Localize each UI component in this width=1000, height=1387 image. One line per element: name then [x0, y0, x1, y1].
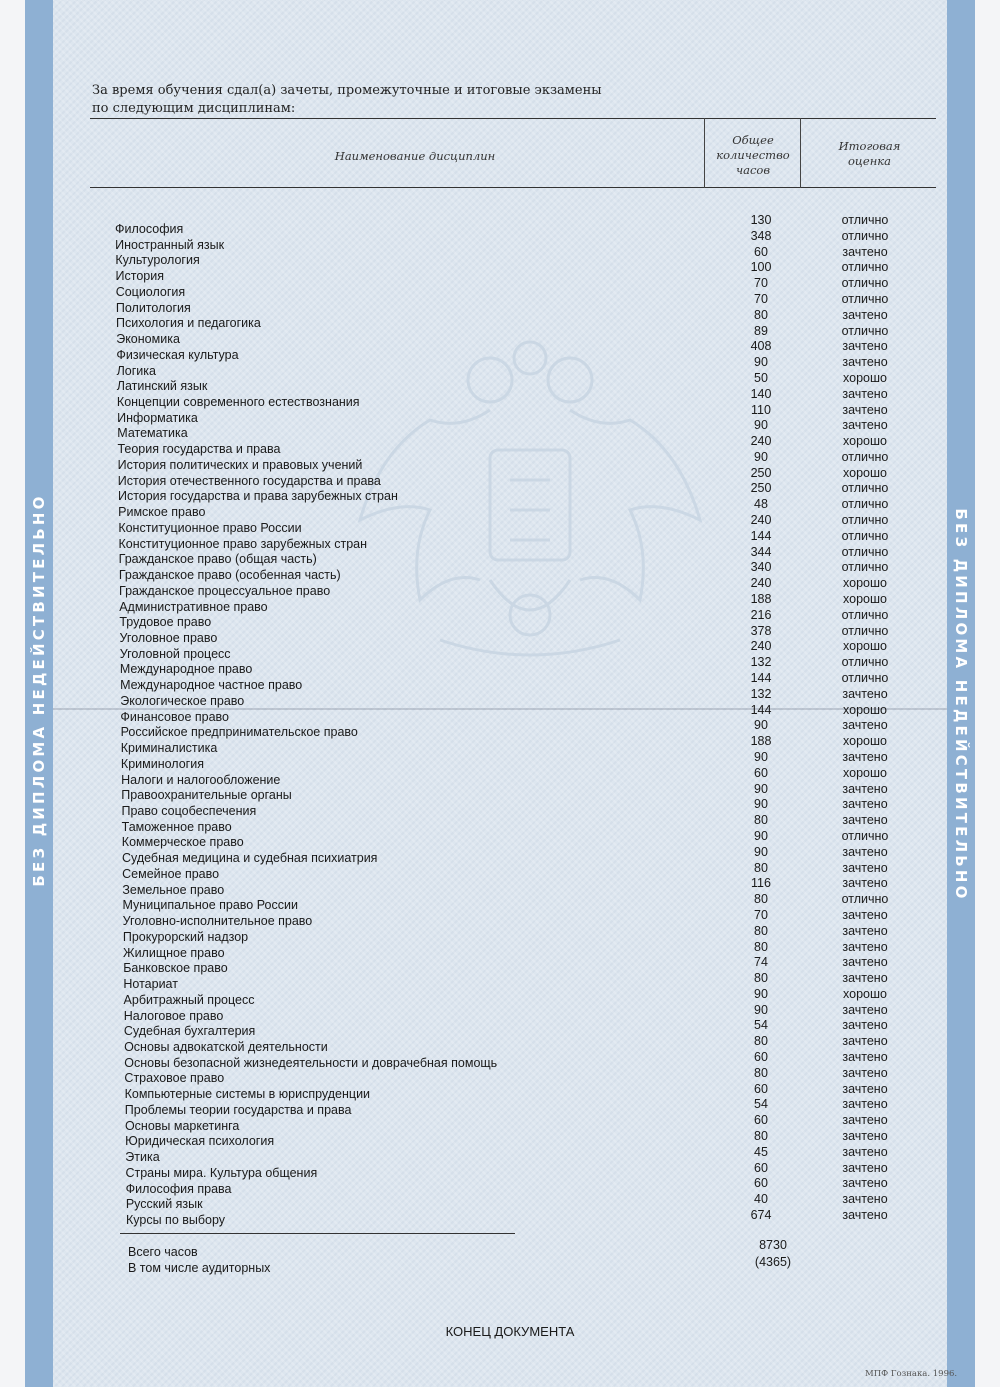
discipline-name: Гражданское право (особенная часть): [118, 568, 341, 583]
auditorium-hours-label: В том числе аудиторных: [128, 1261, 271, 1275]
discipline-name: Философия права: [125, 1181, 232, 1196]
coat-of-arms-watermark: [340, 340, 720, 680]
heading-line-1: За время обучения сдал(а) зачеты, промежуточные и итоговые экзамены: [92, 83, 602, 98]
discipline-hours: 90: [754, 749, 768, 764]
left-security-stripe: [25, 0, 53, 1387]
discipline-name: Курсы по выбору: [126, 1213, 226, 1227]
discipline-grade: отлично: [841, 623, 889, 638]
discipline-grade: зачтено: [842, 686, 888, 701]
discipline-name: Философия: [115, 222, 184, 236]
discipline-hours: 90: [754, 828, 768, 843]
discipline-name: Конституционное право зарубежных стран: [118, 536, 368, 551]
discipline-grade: отлично: [841, 513, 889, 528]
discipline-grade: зачтено: [842, 860, 888, 875]
discipline-name: Международное право: [119, 662, 253, 677]
discipline-grade: отлично: [841, 449, 889, 464]
right-stripe-text: БЕЗ ДИПЛОМА НЕДЕЙСТВИТЕЛЬНО: [952, 508, 970, 902]
discipline-grade: отлично: [841, 260, 889, 275]
discipline-grade: отлично: [841, 213, 889, 227]
auditorium-hours-value: (4365): [754, 1255, 792, 1269]
discipline-hours: 48: [754, 497, 768, 512]
discipline-grade: зачтено: [842, 1208, 888, 1222]
discipline-hours: 80: [754, 813, 768, 828]
discipline-name: Конституционное право России: [118, 520, 302, 535]
discipline-name: Уголовно-исполнительное право: [122, 914, 313, 929]
discipline-hours: 60: [754, 765, 768, 780]
discipline-hours: 70: [754, 291, 768, 306]
discipline-name: Культурология: [115, 253, 200, 268]
heading-line-2: по следующим дисциплинам:: [92, 101, 296, 116]
diploma-supplement-page: [25, 0, 975, 1387]
discipline-grade: хорошо: [843, 702, 887, 717]
discipline-hours: 80: [754, 971, 768, 986]
discipline-grade: хорошо: [843, 465, 887, 480]
discipline-name: Социология: [115, 284, 186, 299]
discipline-name: Русский язык: [125, 1197, 203, 1212]
discipline-name: Трудовое право: [119, 615, 212, 630]
discipline-grade: зачтено: [842, 339, 888, 354]
discipline-name: Финансовое право: [120, 709, 229, 724]
discipline-hours: 90: [754, 355, 768, 370]
discipline-hours: 90: [754, 718, 768, 733]
discipline-grade: отлично: [841, 497, 889, 512]
discipline-grade: отлично: [841, 544, 889, 559]
hours-column-right-rule: [800, 118, 801, 188]
discipline-grade: зачтено: [842, 1065, 888, 1080]
discipline-name: Латинский язык: [116, 379, 208, 394]
discipline-name: Страны мира. Культура общения: [125, 1165, 318, 1180]
discipline-hours: 54: [754, 1018, 768, 1033]
discipline-name: Российское предпринимательское право: [120, 725, 358, 740]
discipline-name: Логика: [116, 363, 156, 378]
discipline-grade: отлично: [841, 481, 889, 496]
discipline-hours: 344: [750, 544, 772, 559]
discipline-name: Прокурорский надзор: [122, 929, 249, 944]
discipline-hours: 140: [750, 386, 772, 401]
discipline-grade: хорошо: [843, 765, 887, 780]
hours-header-line-1: Общее: [732, 133, 774, 147]
discipline-hours: 74: [754, 955, 768, 970]
discipline-grade: хорошо: [843, 370, 887, 385]
discipline-name: Римское право: [118, 505, 206, 520]
discipline-grade: хорошо: [843, 434, 887, 449]
discipline-name: История: [115, 269, 164, 284]
discipline-hours: 80: [754, 1034, 768, 1049]
discipline-hours: 130: [750, 213, 772, 227]
right-security-stripe: [947, 0, 975, 1387]
total-hours-value: 8730: [759, 1238, 787, 1252]
discipline-grade: зачтено: [842, 1144, 888, 1159]
discipline-hours: 60: [754, 244, 768, 259]
discipline-hours: 80: [754, 939, 768, 954]
end-of-document: КОНЕЦ ДОКУМЕНТА: [445, 1324, 575, 1339]
discipline-hours: 80: [754, 860, 768, 875]
hours-header-line-2: количество: [716, 148, 790, 162]
discipline-grade: зачтено: [842, 1176, 888, 1191]
discipline-grade: зачтено: [842, 1018, 888, 1033]
discipline-hours: 80: [754, 892, 768, 907]
discipline-grade: зачтено: [842, 355, 888, 370]
discipline-name: Уголовной процесс: [119, 646, 231, 661]
discipline-name: Криминалистика: [120, 741, 218, 756]
discipline-name: Юридическая психология: [125, 1134, 275, 1149]
discipline-hours: 90: [754, 781, 768, 796]
discipline-grade: зачтено: [842, 386, 888, 401]
discipline-name: Математика: [117, 426, 188, 441]
discipline-name: Физическая культура: [116, 347, 239, 362]
discipline-hours: 60: [754, 1081, 768, 1096]
discipline-hours: 100: [750, 260, 772, 275]
column-header-name: Наименование дисциплин: [334, 149, 496, 163]
discipline-name: Международное частное право: [120, 678, 303, 693]
discipline-grade: хорошо: [843, 986, 887, 1001]
discipline-grade: зачтено: [842, 939, 888, 954]
grade-header-line-2: оценка: [847, 154, 892, 168]
discipline-hours: 54: [754, 1097, 768, 1112]
discipline-hours: 60: [754, 1160, 768, 1175]
discipline-grade: зачтено: [842, 797, 888, 812]
discipline-name: Концепции современного естествознания: [116, 395, 360, 410]
discipline-hours: 216: [750, 607, 772, 622]
discipline-name: Криминология: [120, 756, 204, 771]
discipline-grade: зачтено: [842, 781, 888, 796]
discipline-grade: зачтено: [842, 402, 888, 417]
discipline-grade: зачтено: [842, 844, 888, 859]
discipline-name: Гражданское процессуальное право: [119, 583, 331, 598]
discipline-hours: 240: [750, 513, 772, 528]
discipline-hours: 70: [754, 276, 768, 291]
discipline-grade: зачтено: [842, 307, 888, 322]
total-hours-label: Всего часов: [128, 1245, 198, 1259]
discipline-name: Экологическое право: [120, 693, 245, 708]
discipline-grade: хорошо: [843, 734, 887, 749]
discipline-hours: 340: [750, 560, 772, 575]
discipline-hours: 45: [754, 1144, 768, 1159]
printer-mark: МПФ Гознака. 1996.: [865, 1369, 958, 1379]
discipline-hours: 89: [754, 323, 768, 338]
discipline-name: Нотариат: [123, 977, 178, 992]
discipline-grade: зачтено: [842, 1097, 888, 1112]
discipline-name: Правоохранительные органы: [121, 788, 292, 803]
hours-header-line-3: часов: [735, 163, 771, 177]
discipline-grade: зачтено: [842, 1034, 888, 1049]
discipline-hours: 188: [750, 734, 772, 749]
discipline-grade: зачтено: [842, 813, 888, 828]
discipline-hours: 90: [754, 844, 768, 859]
discipline-hours: 116: [751, 876, 771, 891]
discipline-hours: 188: [750, 592, 772, 607]
discipline-name: Страховое право: [124, 1071, 225, 1086]
discipline-name: Уголовное право: [119, 630, 218, 645]
discipline-name: Право соцобеспечения: [121, 804, 257, 819]
discipline-name: Основы маркетинга: [124, 1118, 240, 1133]
discipline-name: Информатика: [117, 410, 198, 425]
discipline-hours: 250: [750, 465, 772, 480]
discipline-grade: отлично: [841, 607, 889, 622]
discipline-name: История политических и правовых учений: [117, 457, 363, 472]
discipline-grade: зачтено: [842, 1113, 888, 1128]
column-header-grade: [802, 139, 937, 169]
discipline-hours: 90: [754, 449, 768, 464]
discipline-hours: 348: [750, 228, 772, 243]
discipline-hours: 90: [754, 418, 768, 433]
discipline-hours: 240: [750, 434, 772, 449]
discipline-name: Иностранный язык: [115, 237, 225, 252]
discipline-hours: 90: [754, 797, 768, 812]
discipline-grade: отлично: [841, 228, 889, 243]
discipline-name: Компьютерные системы в юриспруденции: [124, 1087, 371, 1102]
discipline-name: Экономика: [116, 332, 180, 347]
discipline-grade: отлично: [841, 323, 889, 338]
discipline-name: Основы безопасной жизнедеятельности и доврачебная помощь: [124, 1055, 498, 1070]
discipline-hours: 132: [750, 686, 772, 701]
discipline-name: История отечественного государства и права: [117, 473, 381, 488]
discipline-hours: 90: [754, 1002, 768, 1017]
discipline-grade: зачтено: [842, 244, 888, 259]
discipline-grade: отлично: [841, 892, 889, 907]
discipline-grade: зачтено: [842, 1129, 888, 1144]
discipline-name: Семейное право: [122, 866, 220, 881]
discipline-grade: отлично: [841, 671, 889, 686]
discipline-name: Судебная медицина и судебная психиатрия: [121, 851, 378, 866]
discipline-name: Жилищное право: [123, 945, 225, 960]
discipline-name: Налоги и налогообложение: [121, 772, 281, 787]
discipline-name: Земельное право: [122, 882, 225, 897]
discipline-hours: 50: [754, 370, 768, 385]
discipline-name: Банковское право: [123, 961, 228, 976]
discipline-hours: 80: [754, 1129, 768, 1144]
discipline-grade: отлично: [841, 560, 889, 575]
discipline-grade: зачтено: [842, 1160, 888, 1175]
discipline-grade: зачтено: [842, 749, 888, 764]
discipline-hours: 250: [750, 481, 772, 496]
left-stripe-text: БЕЗ ДИПЛОМА НЕДЕЙСТВИТЕЛЬНО: [30, 493, 48, 887]
table-top-rule: [90, 118, 936, 119]
discipline-grade: хорошо: [843, 592, 887, 607]
discipline-name: Муниципальное право России: [122, 898, 298, 913]
discipline-grade: зачтено: [842, 418, 888, 433]
discipline-name: Теория государства и права: [117, 442, 281, 457]
discipline-name: Этика: [125, 1150, 160, 1165]
discipline-hours: 70: [754, 907, 768, 922]
discipline-name: Таможенное право: [121, 819, 232, 834]
discipline-grade: отлично: [841, 276, 889, 291]
discipline-name: Коммерческое право: [121, 835, 244, 850]
discipline-grade: зачтено: [842, 1081, 888, 1096]
discipline-grade: отлично: [841, 655, 889, 670]
discipline-name: Налоговое право: [123, 1008, 224, 1023]
discipline-grade: зачтено: [842, 876, 888, 891]
discipline-hours: 240: [750, 576, 772, 591]
discipline-hours: 80: [754, 923, 768, 938]
column-header-hours: [707, 133, 799, 178]
grade-header-line-1: Итоговая: [838, 139, 901, 153]
discipline-hours: 90: [754, 986, 768, 1001]
discipline-name: Политология: [115, 300, 191, 315]
discipline-hours: 408: [750, 339, 772, 354]
discipline-name: Основы адвокатской деятельности: [124, 1039, 328, 1054]
discipline-hours: 132: [750, 655, 772, 670]
totals-rule: [120, 1233, 515, 1234]
discipline-grade: хорошо: [843, 576, 887, 591]
discipline-grade: зачтено: [842, 971, 888, 986]
discipline-grade: хорошо: [843, 639, 887, 654]
discipline-name: Проблемы теории государства и права: [124, 1102, 352, 1117]
discipline-hours: 674: [750, 1208, 772, 1222]
discipline-name: Психология и педагогика: [116, 316, 261, 331]
discipline-hours: 378: [750, 623, 772, 638]
discipline-hours: 80: [754, 307, 768, 322]
discipline-grade: зачтено: [842, 1002, 888, 1017]
discipline-grade: зачтено: [842, 1050, 888, 1065]
discipline-grade: зачтено: [842, 718, 888, 733]
table-header-rule: [90, 187, 936, 188]
discipline-grade: отлично: [841, 528, 889, 543]
discipline-hours: 144: [750, 671, 772, 686]
discipline-grade: отлично: [841, 828, 889, 843]
discipline-grade: зачтено: [842, 955, 888, 970]
discipline-grade: зачтено: [842, 923, 888, 938]
discipline-hours: 60: [754, 1176, 768, 1191]
discipline-hours: 240: [750, 639, 772, 654]
discipline-hours: 144: [750, 702, 772, 717]
discipline-hours: 144: [750, 528, 772, 543]
discipline-hours: 80: [754, 1065, 768, 1080]
discipline-hours: 60: [754, 1113, 768, 1128]
discipline-grade: отлично: [841, 291, 889, 306]
discipline-hours: 40: [754, 1192, 768, 1207]
discipline-hours: 110: [751, 402, 771, 417]
discipline-hours: 60: [754, 1050, 768, 1065]
discipline-grade: зачтено: [842, 1192, 888, 1207]
discipline-grade: зачтено: [842, 907, 888, 922]
discipline-name: Гражданское право (общая часть): [118, 552, 317, 567]
discipline-name: Судебная бухгалтерия: [123, 1024, 256, 1039]
discipline-name: Административное право: [119, 599, 268, 614]
discipline-name: История государства и права зарубежных стран: [117, 489, 398, 504]
discipline-name: Арбитражный процесс: [123, 992, 255, 1007]
